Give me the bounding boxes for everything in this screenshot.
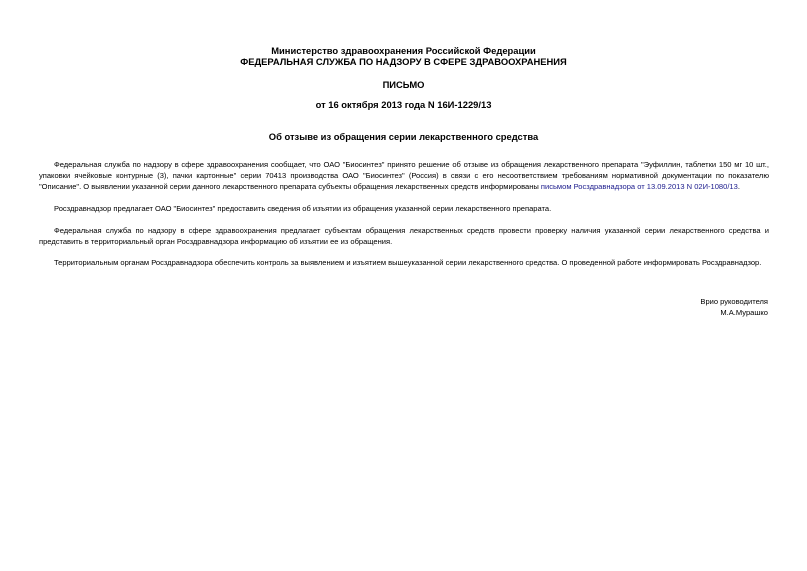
service-name: ФЕДЕРАЛЬНАЯ СЛУЖБА ПО НАДЗОРУ В СФЕРЕ ЗДРАВООХРАНЕНИЯ xyxy=(240,56,567,67)
letter-header xyxy=(0,45,807,67)
signature-block xyxy=(700,296,768,318)
letter-body xyxy=(39,160,769,280)
paragraph-4: Территориальным органам Росздравнадзора обеспечить контроль за выявлением и изъятием вышеуказанной серии лекарственного средства. О проведенной работе информировать Росздравнадзор. xyxy=(54,258,762,268)
signatory-position: Врио руководителя xyxy=(700,297,768,306)
reference-letter-link[interactable]: письмом Росздравнадзора от 13.09.2013 N 02И-1080/13 xyxy=(540,181,738,191)
document-subject: Об отзыве из обращения серии лекарственного средства xyxy=(268,131,539,142)
paragraph-1 xyxy=(39,160,769,193)
paragraph-1-text: Федеральная служба по надзору в сфере здравоохранения сообщает, что ОАО "Биосинтез" принято решение об отзыве из обращения лекарственного препарата "Эуфиллин, таблетки 150 мг 10 шт., упаковки ячейковые контурные (3), пачки картонные" серии 70413 производства ОАО "Биосинтез" (Россия) в связи с его несоответствием требованиям нормативной документации по показателю "Описание". О выявлении указанной серии данного лекарственного препарата субъекты обращения лекарственных средств информированы xyxy=(39,160,769,191)
paragraph-3: Федеральная служба по надзору в сфере здравоохранения предлагает субъектам обращения лекарственных средств провести проверку наличия указанной серии лекарственного средства и представить в территориальный орган Росздравнадзора информацию об изъятии ее из обращения. xyxy=(39,225,769,246)
ministry-name: Министерство здравоохранения Российской Федерации xyxy=(271,45,536,56)
document-date-number: от 16 октября 2013 года N 16И-1229/13 xyxy=(315,99,492,110)
paragraph-1-end: . xyxy=(737,181,740,191)
signatory-name: М.А.Мурашко xyxy=(720,308,768,317)
document-type: ПИСЬМО xyxy=(382,79,425,90)
paragraph-2: Росздравнадзор предлагает ОАО "Биосинтез" предоставить сведения об изъятии из обращения указанной серии лекарственного препарата. xyxy=(54,203,552,213)
